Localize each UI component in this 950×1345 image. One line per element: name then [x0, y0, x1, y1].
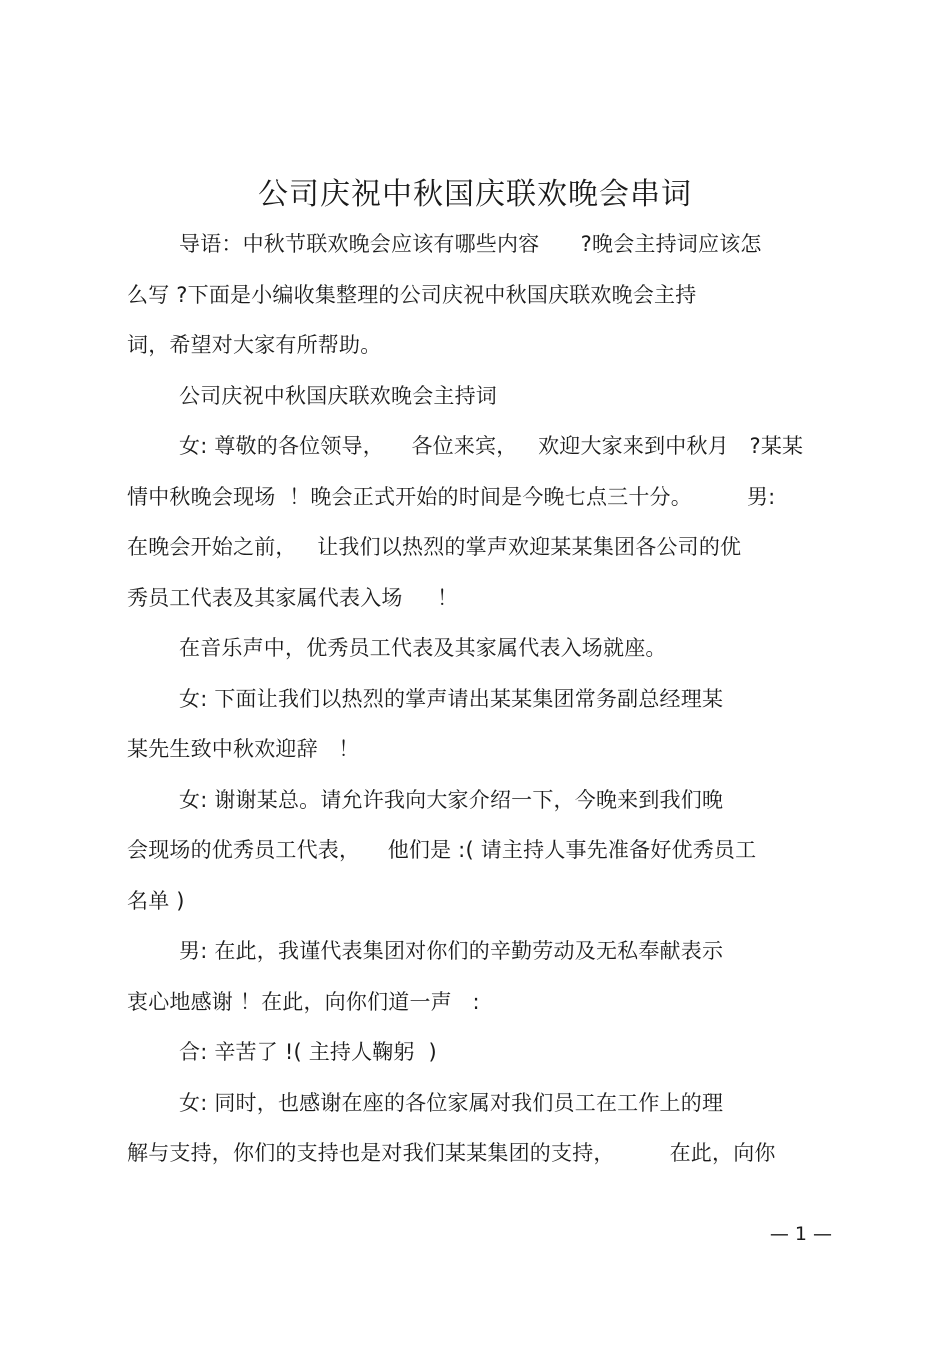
text-line: 导语：中秋节联欢晚会应该有哪些内容 ?晚会主持词应该怎 — [179, 232, 762, 256]
text-line: 秀员工代表及其家属代表入场 ！ — [127, 585, 459, 610]
text-line: 情中秋晚会现场 ！晚会正式开始的时间是今晚七点三十分。 男: — [127, 484, 776, 509]
text-line: 会现场的优秀员工代表， 他们是 :( 请主持人事先准备好优秀员工 — [127, 838, 757, 862]
text-line: 公司庆祝中秋国庆联欢晚会主持词 — [179, 383, 497, 408]
text-line: 衷心地感谢 ！在此，向你们道一声 : — [127, 989, 480, 1014]
text-line: 某先生致中秋欢迎辞 ！ — [127, 737, 360, 761]
text-line: 名单 ) — [127, 888, 185, 913]
text-line: 女: 同时，也感谢在座的各位家属对我们员工在工作上的理 — [179, 1090, 724, 1115]
text-line: 解与支持，你们的支持也是对我们某某集团的支持， 在此，向你 — [127, 1141, 776, 1165]
text-line: 女: 谢谢某总。请允许我向大家介绍一下，今晚来到我们晚 — [179, 787, 724, 812]
text-line: 合: 辛苦了 !( 主持人鞠躬 ) — [179, 1040, 437, 1064]
text-line: 在晚会开始之前， 让我们以热烈的掌声欢迎某某集团各公司的优 — [127, 535, 742, 559]
text-line: 词，希望对大家有所帮助。 — [127, 333, 382, 357]
document-title: 公司庆祝中秋国庆联欢晚会串词 — [258, 177, 692, 212]
text-line: 在音乐声中，优秀员工代表及其家属代表入场就座。 — [179, 636, 667, 660]
page-number: — 1 — — [769, 1223, 832, 1245]
text-line: 女: 下面让我们以热烈的掌声请出某某集团常务副总经理某 — [179, 686, 724, 711]
text-line: 么写 ?下面是小编收集整理的公司庆祝中秋国庆联欢晚会主持 — [127, 282, 697, 307]
text-line: 女: 尊敬的各位领导， 各位来宾， 欢迎大家来到中秋月 ?某某 — [179, 434, 804, 458]
text-line: 男: 在此，我谨代表集团对你们的辛勤劳动及无私奉献表示 — [179, 939, 724, 963]
